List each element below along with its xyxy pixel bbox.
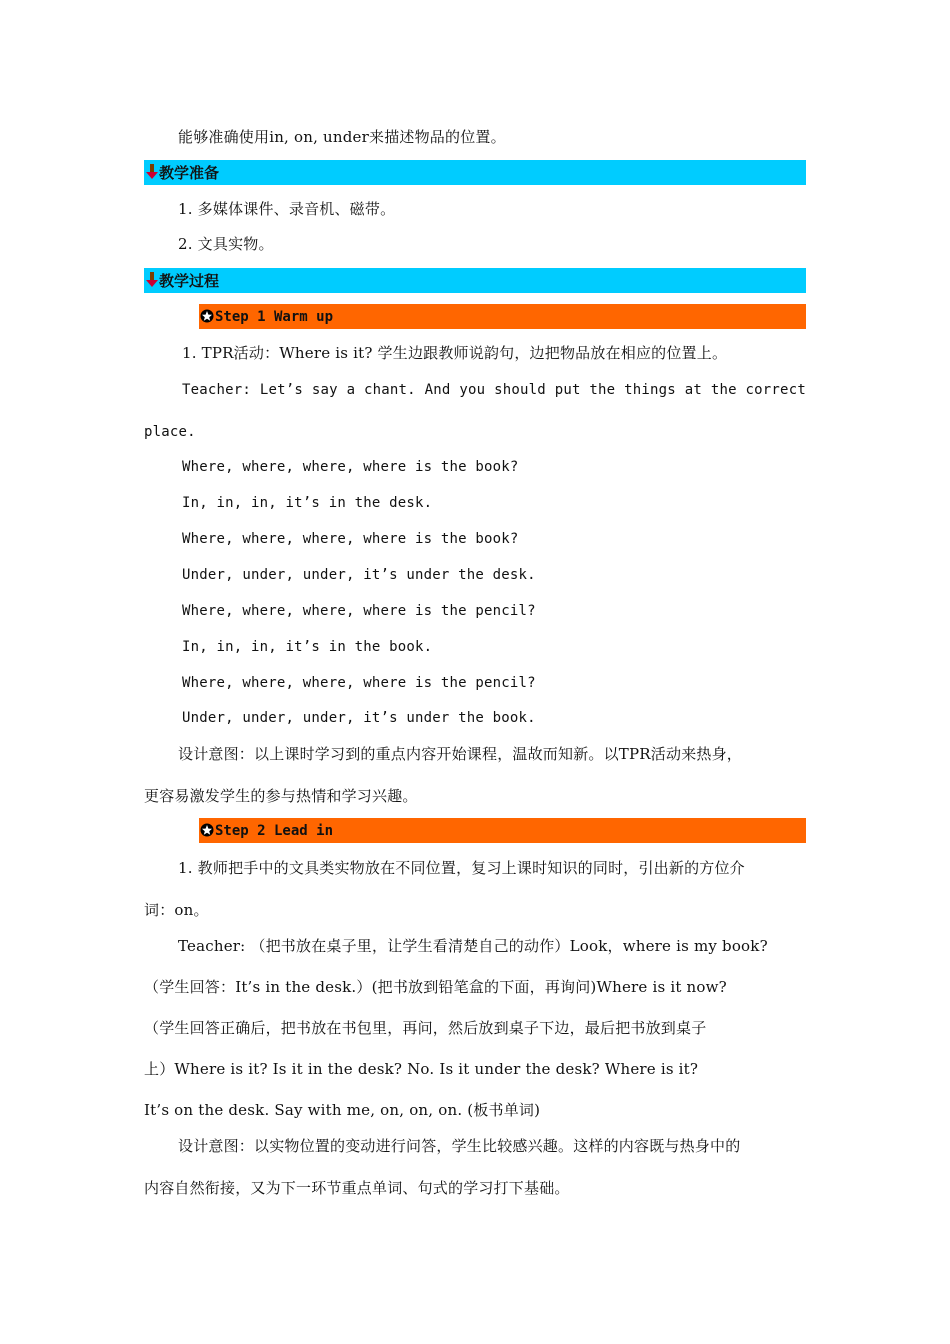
chant-line-4: Under, under, under, it’s under the desk. (182, 567, 536, 583)
chant-line-6: In, in, in, it’s in the book. (182, 639, 433, 655)
prep-item-1: 1. 多媒体课件、录音机、磁带。 (178, 200, 396, 218)
step1-design-1: 设计意图：以上课时学习到的重点内容开始课程，温故而知新。以TPR活动来热身， (178, 745, 742, 763)
prep-item-2: 2. 文具实物。 (178, 235, 274, 253)
step2-item-1b: 词：on。 (144, 901, 209, 919)
chant-line-2: In, in, in, it’s in the desk. (182, 495, 433, 511)
down-arrow-icon (146, 272, 158, 288)
step1-design-2: 更容易激发学生的参与热情和学习兴趣。 (144, 787, 418, 805)
intro-text: 能够准确使用in, on, under来描述物品的位置。 (178, 128, 506, 146)
chant-line-7: Where, where, where, where is the pencil? (182, 675, 536, 691)
step1-item-1: 1. TPR活动：Where is it? 学生边跟教师说韵句，边把物品放在相应的位置上。 (182, 344, 728, 362)
step2-para-4: 上）Where is it? Is it in the desk? No. Is it under the desk? Where is it? (144, 1060, 699, 1078)
step2-design-2: 内容自然衔接，又为下一环节重点单词、句式的学习打下基础。 (144, 1179, 570, 1197)
section-bar-prep (144, 160, 806, 185)
down-arrow-icon (146, 164, 158, 180)
chant-line-5: Where, where, where, where is the pencil? (182, 603, 536, 619)
step-bar-1 (199, 304, 806, 329)
step2-para-2: （学生回答：It’s in the desk.）(把书放到铅笔盒的下面，再询问)Where is it now? (144, 978, 727, 996)
step-title-1: Step 1 Warm up (215, 309, 334, 325)
step-title-2: Step 2 Lead in (215, 823, 334, 839)
step2-item-1a: 1. 教师把手中的文具类实物放在不同位置，复习上课时知识的同时，引出新的方位介 (178, 859, 745, 877)
step1-teacher-line: Teacher: Let’s say a chant. And you should put the things at the correct (182, 382, 806, 398)
section-bar-process (144, 268, 806, 293)
section-title-prep: 教学准备 (159, 164, 220, 182)
section-title-process: 教学过程 (159, 272, 220, 290)
chant-line-1: Where, where, where, where is the book? (182, 459, 519, 475)
star-badge-icon (200, 823, 214, 837)
star-badge-icon (200, 309, 214, 323)
step-bar-2 (199, 818, 806, 843)
step2-design-1: 设计意图：以实物位置的变动进行问答，学生比较感兴趣。这样的内容既与热身中的 (178, 1137, 741, 1155)
step2-para-3: （学生回答正确后，把书放在书包里，再问，然后放到桌子下边，最后把书放到桌子 (144, 1019, 707, 1037)
step2-para-5: It’s on the desk. Say with me, on, on, on. (板书单词) (144, 1101, 541, 1119)
chant-line-3: Where, where, where, where is the book? (182, 531, 519, 547)
step2-para-1: Teacher: （把书放在桌子里，让学生看清楚自己的动作）Look，where is my book? (178, 937, 768, 955)
step1-teacher-cont: place. (144, 424, 196, 440)
chant-line-8: Under, under, under, it’s under the book. (182, 710, 536, 726)
